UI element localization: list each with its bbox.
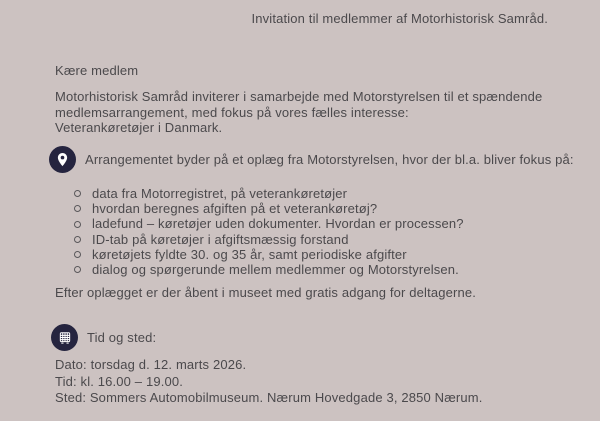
list-item (74, 186, 464, 201)
bullet-icon (74, 221, 81, 228)
calendar-icon (51, 324, 78, 351)
topics-list (74, 186, 464, 277)
bullet-icon (74, 205, 81, 212)
intro-line: medlemsarrangement, med fokus på vores fælles interesse: (55, 104, 409, 120)
bullet-icon (74, 266, 81, 273)
time-place-heading: Tid og sted: (87, 330, 157, 345)
list-item (74, 247, 464, 262)
list-item-text: ladefund – køretøjer uden dokumenter. Hvordan er processen? (92, 216, 464, 232)
program-lead-row (49, 146, 574, 173)
program-lead-text: Arrangementet byder på et oplæg fra Motorstyrelsen, hvor der bl.a. bliver fokus på: (85, 152, 574, 167)
detail-time: Tid: kl. 16.00 – 19.00. (55, 373, 183, 389)
time-place-row (51, 324, 156, 351)
list-item-text: køretøjets fyldte 30. og 35 år, samt periodiske afgifter (92, 246, 407, 262)
list-item-text: ID-tab på køretøjer i afgiftsmæssig forstand (92, 231, 349, 247)
list-item-text: dialog og spørgerunde mellem medlemmer og Motorstyrelsen. (92, 262, 459, 278)
bullet-icon (74, 190, 81, 197)
after-note: Efter oplægget er der åbent i museet med gratis adgang for deltagerne. (55, 285, 476, 300)
list-item-text: data fra Motorregistret, på veterankøretøjer (92, 186, 348, 201)
intro-line: Veterankøretøjer i Danmark. (55, 120, 223, 135)
salutation: Kære medlem (55, 63, 139, 78)
document-title: Invitation til medlemmer af Motorhistorisk Samråd. (251, 11, 548, 26)
detail-date: Dato: torsdag d. 12. marts 2026. (55, 357, 247, 372)
bullet-icon (74, 251, 81, 258)
list-item (74, 216, 464, 231)
detail-place: Sted: Sommers Automobilmuseum. Nærum Hovedgade 3, 2850 Nærum. (55, 390, 483, 405)
list-item-text: hvordan beregnes afgiften på et veterankøretøj? (92, 201, 378, 217)
location-pin-icon (49, 146, 76, 173)
list-item (74, 232, 464, 247)
intro-line: Motorhistorisk Samråd inviterer i samarbejde med Motorstyrelsen til et spændende (55, 89, 543, 104)
bullet-icon (74, 236, 81, 243)
list-item (74, 201, 464, 216)
event-details (55, 357, 483, 407)
intro-paragraph (55, 89, 565, 136)
list-item (74, 262, 464, 277)
